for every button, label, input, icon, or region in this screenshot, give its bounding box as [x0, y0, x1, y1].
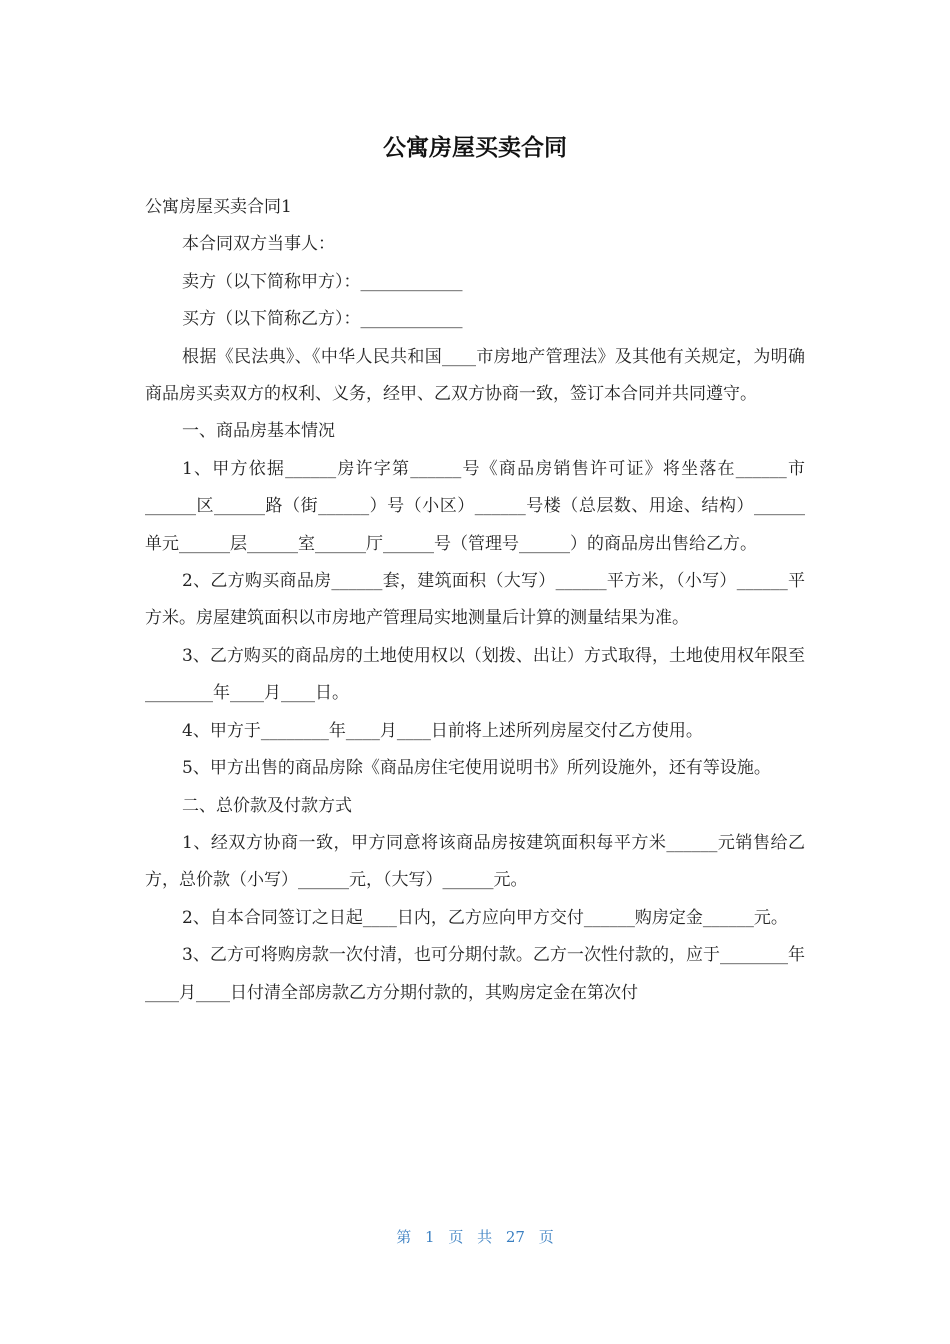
contract-subtitle: 公寓房屋买卖合同1 — [145, 197, 292, 217]
clause-1-1: 1、甲方依据______房许字第______号《商品房销售许可证》将坐落在______市______区______路（街______）号（小区）______号楼（总层数、用途、结构）______单元______层______室______厅______号（管理号______）的商品房出售给乙方。 — [145, 458, 805, 554]
buyer-line: 买方（以下简称乙方）：____________ — [182, 309, 463, 330]
clause-1-4: 4、甲方于________年____月____日前将上述所列房屋交付乙方使用。 — [182, 720, 703, 741]
seller-line: 卖方（以下简称甲方）：____________ — [182, 271, 463, 292]
section-heading-2: 二、总价款及付款方式 — [182, 795, 352, 816]
section-heading-1: 一、商品房基本情况 — [182, 421, 335, 442]
document-title: 公寓房屋买卖合同 — [383, 135, 567, 161]
clause-1-5: 5、甲方出售的商品房除《商品房住宅使用说明书》所列设施外，还有等设施。 — [182, 758, 771, 779]
clause-2-2: 2、自本合同签订之日起____日内，乙方应向甲方交付______购房定金______元。 — [182, 907, 788, 928]
clause-1-3: 3、乙方购买的商品房的土地使用权以（划拨、出让）方式取得，土地使用权年限至________年____月____日。 — [145, 645, 805, 704]
preamble-paragraph: 根据《民法典》、《中华人民共和国____市房地产管理法》及其他有关规定，为明确商品房买卖双方的权利、义务，经甲、乙双方协商一致，签订本合同并共同遵守。 — [145, 346, 805, 405]
clause-1-2: 2、乙方购买商品房______套，建筑面积（大写）______平方米，（小写）______平方米。房屋建筑面积以市房地产管理局实地测量后计算的测量结果为准。 — [145, 571, 805, 629]
parties-intro: 本合同双方当事人： — [182, 234, 335, 255]
document-body — [145, 189, 805, 1012]
page-number-footer: 第 1 页 共 27 页 — [396, 1228, 554, 1246]
clause-2-1: 1、经双方协商一致，甲方同意将该商品房按建筑面积每平方米______元销售给乙方，总价款（小写）______元，（大写）______元。 — [145, 832, 805, 891]
clause-2-3: 3、乙方可将购房款一次付清，也可分期付款。乙方一次性付款的，应于________年____月____日付清全部房款乙方分期付款的，其购房定金在第次付 — [145, 945, 805, 1003]
